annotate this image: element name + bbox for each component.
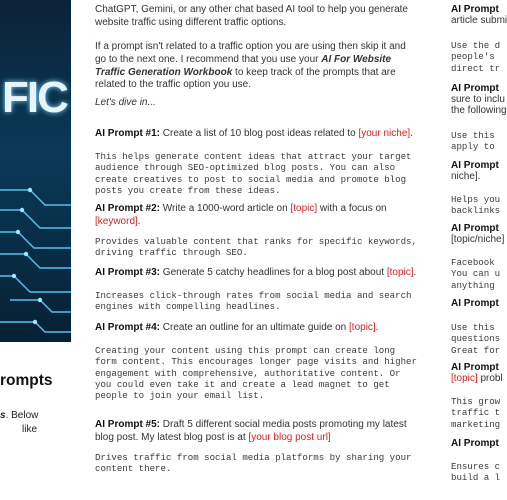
prompt-2-label: AI Prompt #2:: [95, 203, 161, 214]
right-block-6-desc: [451, 396, 500, 430]
right-b1-mono-2: direct tr: [451, 62, 501, 74]
right-b2-mono-0: Use this: [451, 130, 495, 141]
right-b7-label: AI Prompt: [451, 438, 499, 449]
right-b7-mono-1: build a l: [451, 472, 501, 484]
prompt-2-text2: with a focus on: [317, 203, 387, 214]
intro-p2-end: to keep track of the prompts that are related to the traffic option you use.: [95, 66, 396, 91]
right-b3-label: AI Prompt: [451, 160, 499, 171]
prompt-2-placeholder: [topic]: [290, 203, 318, 214]
prompt-1-title: [95, 128, 417, 141]
prompt-2-placeholder2: [keyword]: [95, 215, 138, 227]
right-block-1-desc: [451, 40, 500, 74]
left-bold-fragment: s: [0, 410, 6, 421]
right-block-2: [451, 83, 507, 116]
workbook-title: AI For Website Traffic Generation Workbook: [95, 53, 392, 78]
right-block-6: [451, 362, 503, 384]
right-b6-mono-0: This grow: [451, 396, 501, 407]
right-block-5: [451, 298, 499, 309]
cover-title: FIC: [2, 73, 67, 122]
prompt-5-placeholder: [your blog post url]: [248, 431, 331, 443]
ebook-cover-image: [0, 0, 71, 342]
right-block-7: [451, 438, 499, 449]
intro-p2-start: If a prompt isn't related to a traffic option you are using then skip it and go to the next one. I recommend that you use your: [95, 41, 406, 65]
left-text-line1: . Below: [5, 410, 39, 421]
right-b3-mono-1: backlinks: [451, 205, 501, 217]
left-body-text: [0, 409, 71, 437]
right-block-1: [451, 4, 507, 26]
right-b5-mono-1: questions: [451, 333, 501, 345]
prompt-3-label: AI Prompt #3:: [95, 267, 161, 278]
right-b5-mono-0: Use this: [451, 322, 495, 333]
right-b4-label: AI Prompt: [451, 223, 499, 234]
circuit-board-graphic: [0, 150, 71, 342]
right-b6-mono-2: marketing: [451, 418, 501, 430]
right-b5-mono-2: Great for: [451, 344, 501, 356]
prompt-2-after: .: [137, 215, 141, 227]
intro-paragraph-2: [95, 41, 417, 92]
prompt-4-title: [95, 322, 417, 335]
left-text-line2: like: [22, 424, 38, 435]
prompt-4-placeholder: [topic]: [349, 322, 376, 333]
prompt-1-placeholder: [your niche]: [358, 128, 411, 139]
right-b2-label: AI Prompt: [451, 83, 499, 94]
prompt-4-description: Creating your content using this prompt can create long form content. This encourages longer page visits and higher engagement with comprehensive, authoritative content. Or you could even take it and create a lead magnet to get people to join your email list.: [95, 345, 417, 402]
right-block-3-desc: [451, 194, 500, 217]
right-b2-mono-1: apply to: [451, 141, 495, 153]
right-column: [451, 0, 507, 500]
prompt-5-title: [95, 419, 417, 445]
right-b1-label: AI Prompt: [451, 4, 499, 15]
prompt-3-placeholder: [topic]: [386, 267, 414, 278]
intro-paragraph-1: ChatGPT, Gemini, or any other chat based AI tool to help you generate website traffic using different traffic options.: [95, 4, 408, 28]
right-b6-placeholder: [topic]: [451, 373, 478, 384]
right-block-5-desc: [451, 322, 500, 356]
right-b1-line2: article submi: [451, 15, 507, 26]
right-b6-label: AI Prompt: [451, 362, 499, 373]
left-column: [0, 0, 71, 500]
prompt-5-text: Draft 5 different social media posts promoting my latest blog post. My latest blog post is at: [95, 419, 407, 443]
right-b4-mono-0: Facebook: [451, 257, 495, 268]
prompt-3-title: [95, 267, 417, 280]
prompt-2-title: [95, 203, 417, 229]
left-heading: rompts: [0, 372, 53, 389]
right-b4-mono-2: anything: [451, 279, 495, 291]
right-block-2-desc: [451, 130, 495, 153]
prompt-3-description: Increases click-through rates from social media and search engines with compelling headlines.: [95, 290, 412, 313]
lets-dive-in: Let's dive in...: [95, 97, 156, 108]
right-b1-mono-0: Use the d: [451, 40, 501, 51]
right-b4-mono-1: You can u: [451, 268, 501, 280]
right-b4-line2: [topic/niche]: [451, 234, 505, 245]
prompt-3-text: Generate 5 catchy headlines for a blog post about: [160, 267, 387, 278]
right-b3-line2: niche].: [451, 171, 481, 182]
right-b1-mono-1: people's: [451, 51, 495, 63]
main-column: [95, 0, 417, 500]
prompt-1-description: This helps generate content ideas that attract your target audience through SEO-optimized blog posts. You can also create creatives to post to social media and promote blog posts you create from these ideas.: [95, 151, 412, 196]
prompt-4-after: .: [375, 322, 379, 333]
prompt-1-text: Create a list of 10 blog post ideas related to: [160, 128, 359, 139]
right-b2-line2: sure to inclu: [451, 94, 505, 105]
right-b7-mono-0: Ensures c: [451, 461, 501, 472]
right-b6-mono-1: traffic t: [451, 407, 501, 419]
prompt-1-label: AI Prompt #1:: [95, 128, 161, 139]
right-block-7-desc: [451, 461, 500, 484]
right-block-3: [451, 160, 499, 182]
prompt-1-after: .: [410, 128, 413, 139]
prompt-4-label: AI Prompt #4:: [95, 322, 161, 333]
right-b2-line3: the following: [451, 105, 507, 116]
prompt-5-label: AI Prompt #5:: [95, 419, 161, 430]
prompt-2-text: Write a 1000-word article on: [160, 203, 291, 214]
right-b5-label: AI Prompt: [451, 298, 499, 309]
prompt-4-text: Create an outline for an ultimate guide on: [160, 322, 350, 333]
prompt-2-description: Provides valuable content that ranks for specific keywords, driving traffic through SEO.: [95, 236, 417, 259]
right-b3-mono-0: Helps you: [451, 194, 501, 205]
right-b6-line2: probl: [477, 373, 503, 384]
prompt-5-description: Drives traffic from social media platforms by sharing your content there.: [95, 452, 412, 475]
right-block-4-desc: [451, 257, 500, 291]
prompt-3-after: .: [413, 267, 417, 278]
right-block-4: [451, 223, 504, 245]
